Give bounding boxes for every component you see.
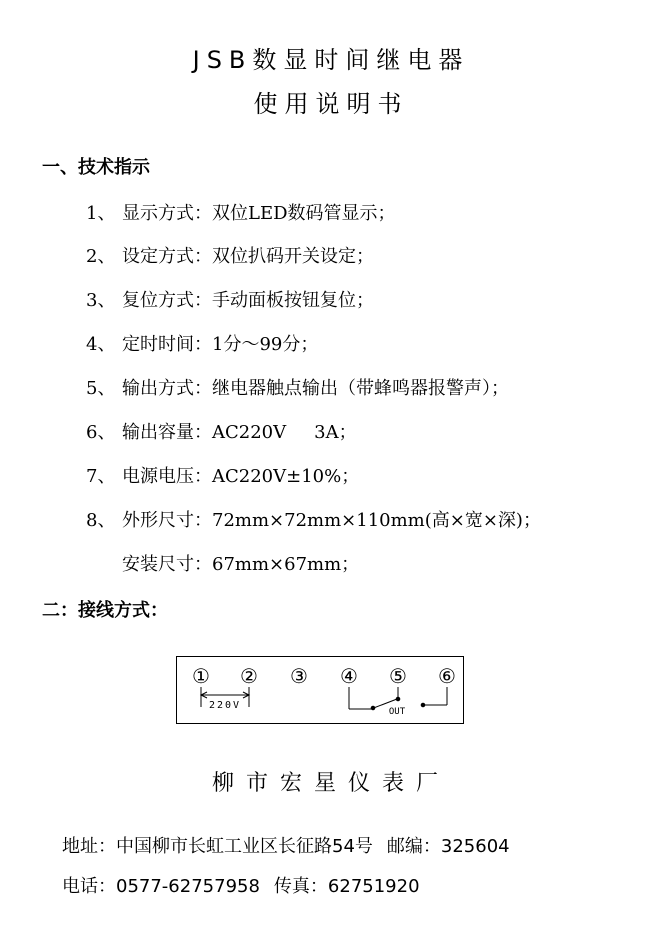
item-label: 设定方式： (122, 246, 212, 267)
item-label: 输出方式： (122, 378, 212, 399)
phone-line (62, 872, 420, 898)
item-number: 4、 (86, 334, 116, 355)
item-number: 3、 (86, 290, 116, 311)
item-label: 外形尺寸： (122, 510, 212, 531)
item-number: 5、 (86, 378, 116, 399)
spec-item (86, 418, 357, 444)
terminal-3: ③ (290, 664, 308, 688)
terminal-6: ⑥ (438, 664, 456, 688)
address-value: 中国柳市长虹工业区长征路54号 (116, 836, 373, 857)
item-label: 定时时间： (122, 334, 212, 355)
postcode-value: 325604 (440, 836, 510, 857)
supply-voltage-label: 220V (208, 700, 242, 711)
document-title: JSB数显时间继电器 (192, 46, 470, 74)
spec-item (86, 462, 359, 488)
item-value: AC220V±10%； (212, 466, 360, 487)
item-number: 1、 (86, 203, 116, 224)
item-value: 手动面板按钮复位； (212, 290, 374, 311)
item-label: 显示方式： (122, 203, 212, 224)
phone-value: 0577-62757958 (116, 876, 260, 897)
spec-item (86, 286, 374, 312)
item-value: 67mm×67mm； (212, 554, 360, 575)
fax-label: 传真： (273, 876, 328, 897)
spec-item (86, 374, 509, 400)
item-value: 72mm×72mm×110mm(高×宽×深)； (212, 510, 541, 531)
terminal-1: ① (192, 664, 210, 688)
spec-item (86, 199, 396, 225)
document-subtitle: 使用说明书 (253, 90, 409, 118)
terminal-5: ⑤ (389, 664, 407, 688)
terminal-2: ② (240, 664, 258, 688)
item-value: 双位扒码开关设定； (212, 246, 374, 267)
output-label: OUT (388, 707, 406, 717)
item-value-secondary: 3A； (314, 422, 357, 443)
item-number: 2、 (86, 246, 116, 267)
address-line (62, 832, 510, 858)
postcode-label: 邮编： (386, 836, 441, 857)
spec-item (86, 506, 541, 532)
section-heading-specs: 一、技术指示 (42, 157, 150, 178)
phone-label: 电话： (62, 876, 116, 897)
item-label: 复位方式： (122, 290, 212, 311)
spec-item-install (122, 550, 359, 576)
item-value: 继电器触点输出（带蜂鸣器报警声）； (212, 378, 509, 399)
item-label: 输出容量： (122, 422, 212, 443)
item-label: 电源电压： (122, 466, 212, 487)
fax-value: 62751920 (327, 876, 420, 897)
item-label: 安装尺寸： (122, 554, 212, 575)
item-value: 1分～99分； (212, 334, 319, 355)
wiring-diagram (176, 656, 464, 724)
section-heading-wiring: 二：接线方式： (42, 600, 168, 621)
item-number: 6、 (86, 422, 116, 443)
item-value: AC220V (212, 422, 287, 443)
spec-item (86, 330, 318, 356)
factory-name: 柳市宏星仪表厂 (211, 771, 450, 796)
address-label: 地址： (62, 836, 116, 857)
item-value: 双位LED数码管显示； (212, 203, 396, 224)
spec-item (86, 242, 374, 268)
item-number: 7、 (86, 466, 116, 487)
item-number: 8、 (86, 510, 116, 531)
terminal-4: ④ (340, 664, 358, 688)
